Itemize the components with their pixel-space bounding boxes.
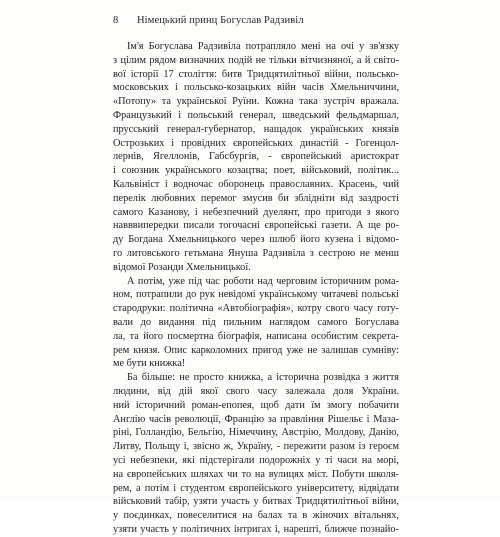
text-line: узяти участь у політичних інтригах і, нарешті, ближче познайо- [113,523,399,535]
text-line: перелік любовних перемог змусив би зблідніти від заздрості [113,192,399,204]
page-number: 8 [113,15,119,26]
text-line: навввипередки писали тогочасні європейські газети. А ще ро- [113,220,399,232]
text-line: з цілим рядом визначних подій не тільки вітчизняної, а й світо- [113,54,399,66]
text-line: ла, та його посмертна біографія, написана особистим секрета- [113,330,399,342]
text-line: самого Казанову, і небезпечний дуелянт, про пригоди з якого [113,206,399,218]
page-header [113,15,403,31]
text-line: ний історичний роман-епопея, щоб дати їм змогу побачити [113,399,399,411]
text-line: на європейських шляхах чи то на вулицях міст. Побути школя- [113,468,399,480]
text-line: вої історії 17 століття: битв Тридцятилітньої війни, польсько- [113,68,399,80]
text-line: людини, від дій якої свого часу залежала доля України. [113,385,399,397]
text-line: лернів, Ягеллонів, Габсбургів, - європейський аристократ [113,151,399,163]
text-line: московських і польсько-козацьких війн часів Хмельниччини, [113,82,399,94]
text-line: ріні, Голландію, Бельгію, Німеччину, Австрію, Молдову, Данію, [113,427,399,439]
paragraph [113,40,399,275]
text-line: рем, а потім і студентом європейського університету, відвідати [113,482,399,494]
text-line: вали до видання під пильним наглядом самого Богуслава [113,316,399,328]
paragraph [113,275,399,372]
text-line: А потім, уже під час роботи над черговим історичним рома- [127,275,399,287]
text-line: військовий табір, узяти участь у битвах Тридцятилітньої війни, [113,496,399,508]
text-line: рем князя. Опис карколомних пригод уже не залишав сумніву: [113,344,399,356]
text-line: ном, потрапили до рук невідомі українському читачеві польські [113,289,399,301]
text-line: Французький і польський генерал, шведський фельдмаршал, [113,109,399,121]
text-line: Ба більше: не просто книжка, а історична розвідка з життя [127,372,399,384]
text-line: і союзник українського козацтва; поет, військовий, політик... [113,165,399,177]
text-line: усі небезпеки, які підстерігали подорожніх у ті часи на морі, [113,454,399,466]
text-line: Литву, Польщу і, звісно ж, Україну, - пережити разом із героєм [113,441,399,453]
text-line: Ім'я Богуслава Радзивіла потрапляло мені на очі у зв'язку [127,41,399,52]
text-line: Острозьких і провідних європейських династій - Гогенцол- [113,137,399,149]
text-line: стародруки: політична «Автобіографія», котру свого часу готу- [113,303,399,315]
text-line: ме бути книжка! [113,358,186,370]
text-line: го литовського гетьмана Януша Радзивіла з сестрою не менш [113,247,399,259]
body-text [113,40,399,537]
text-line: «Потопу» та української Руїни. Кожна така зустріч вражала. [113,96,399,108]
paragraph [113,371,399,537]
text-line: Кальвініст і водночас оборонець православних. Красень, чий [113,178,399,190]
text-line: прусський генерал-губернатор, нащадок українських князів [113,123,399,135]
text-line: Англію часів революції, Францію за правління Рішельє і Маза- [113,413,399,425]
text-line: відомої Розанди Хмельницької. [113,261,251,273]
text-line: ду Богдана Хмельницького через шлюб його кузена і відомо- [113,234,399,246]
text-line: у поєдинках, повеселитися на балах та в жіночих вітальнях, [113,510,399,522]
running-title: Німецький принц Богуслав Радзивіл [137,15,304,26]
